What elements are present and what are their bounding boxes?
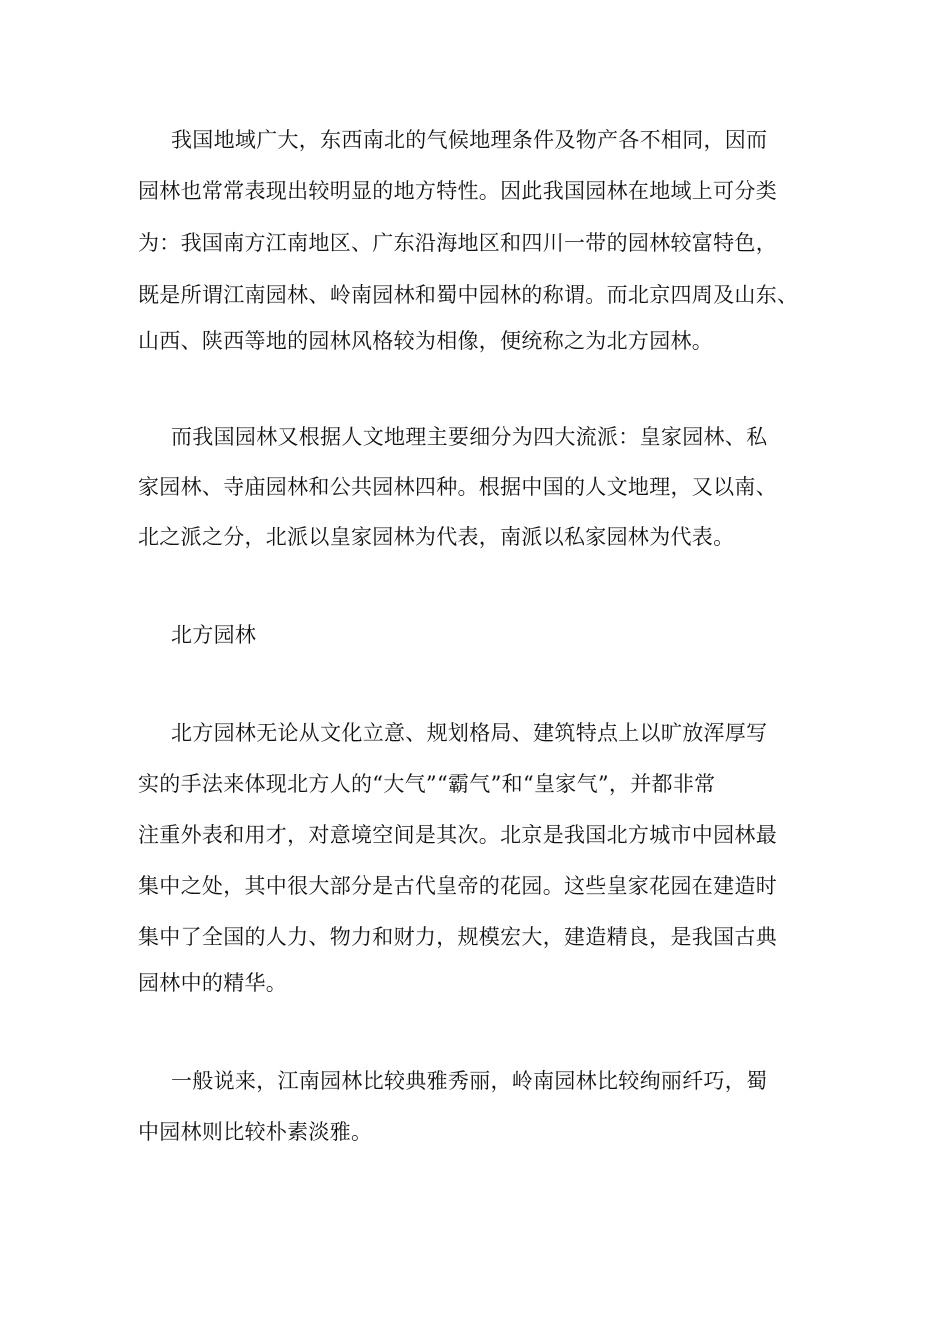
paragraph-2-line-3: 北之派之分，北派以皇家园林为代表，南派以私家园林为代表。 (138, 525, 735, 549)
paragraph-4-line-1: 一般说来，江南园林比较典雅秀丽，岭南园林比较绚丽纤巧，蜀 (171, 1069, 768, 1093)
paragraph-3-line-6: 园林中的精华。 (138, 971, 288, 995)
paragraph-2-line-1: 而我国园林又根据人文地理主要细分为四大流派：皇家园林、私 (171, 425, 768, 449)
paragraph-3-line-2: 实的手法来体现北方人的“大气”“霸气”和“皇家气”，并都非常 (138, 772, 716, 796)
paragraph-1-line-1: 我国地域广大，东西南北的气候地理条件及物产各不相同，因而 (171, 128, 768, 152)
paragraph-3-line-5: 集中了全国的人力、物力和财力，规模宏大，建造精良，是我国古典 (138, 925, 777, 949)
paragraph-3-line-1: 北方园林无论从文化立意、规划格局、建筑特点上以旷放浑厚写 (171, 721, 768, 745)
section-heading: 北方园林 (171, 623, 257, 647)
paragraph-2-line-2: 家园林、寺庙园林和公共园林四种。根据中国的人文地理，又以南、 (138, 475, 777, 499)
paragraph-4-line-2: 中园林则比较朴素淡雅。 (138, 1120, 373, 1144)
paragraph-3-line-3: 注重外表和用才，对意境空间是其次。北京是我国北方城市中园林最 (138, 823, 777, 847)
paragraph-1-line-4: 既是所谓江南园林、岭南园林和蜀中园林的称谓。而北京四周及山东、 (138, 283, 799, 307)
paragraph-1-line-5: 山西、陕西等地的园林风格较为相像，便统称之为北方园林。 (138, 329, 714, 353)
paragraph-1-line-3: 为：我国南方江南地区、广东沿海地区和四川一带的园林较富特色， (138, 231, 777, 255)
paragraph-3-line-4: 集中之处，其中很大部分是古代皇帝的花园。这些皇家花园在建造时 (138, 874, 777, 898)
paragraph-1-line-2: 园林也常常表现出较明显的地方特性。因此我国园林在地域上可分类 (138, 179, 777, 203)
